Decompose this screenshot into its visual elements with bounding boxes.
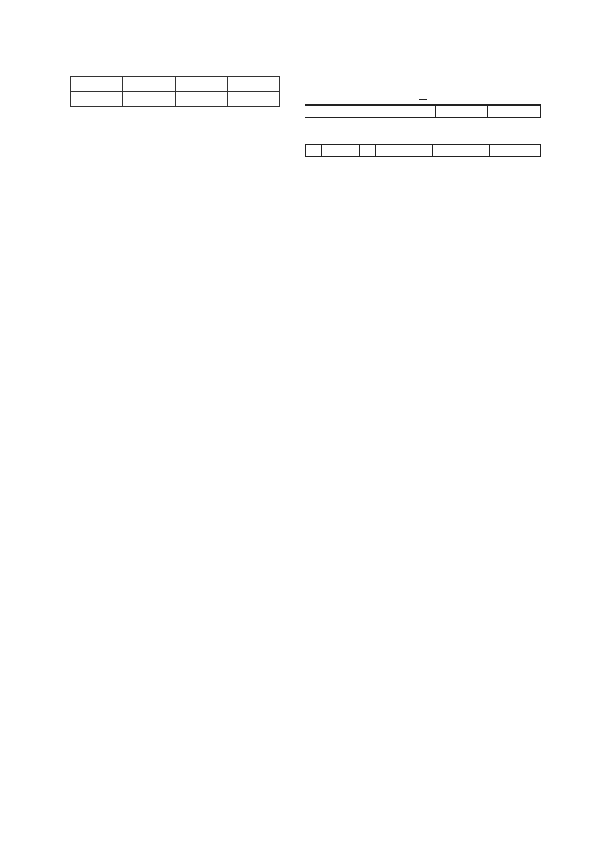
saa-header bbox=[123, 77, 175, 92]
final-figure bbox=[305, 157, 541, 168]
saa-value bbox=[227, 92, 279, 107]
saa-header bbox=[71, 77, 123, 92]
expense-header bbox=[376, 145, 433, 157]
expense-header bbox=[306, 145, 322, 157]
income-label bbox=[305, 120, 541, 131]
balance-comparison bbox=[305, 78, 541, 168]
expense-table bbox=[305, 144, 541, 157]
expense-label-row bbox=[305, 133, 541, 144]
left-column bbox=[70, 68, 292, 117]
expense-header bbox=[322, 145, 360, 157]
saa-value bbox=[123, 92, 175, 107]
summary-table bbox=[305, 104, 541, 118]
summary-header bbox=[305, 105, 435, 118]
summary-header bbox=[488, 105, 541, 118]
attendance-table bbox=[70, 76, 280, 107]
saa-value bbox=[71, 92, 123, 107]
saa-header bbox=[227, 77, 279, 92]
balance-title-text bbox=[419, 79, 427, 100]
saa-value bbox=[175, 92, 227, 107]
saa-header bbox=[175, 77, 227, 92]
balance-title bbox=[305, 78, 541, 100]
summary-header bbox=[435, 105, 488, 118]
expense-header bbox=[360, 145, 376, 157]
